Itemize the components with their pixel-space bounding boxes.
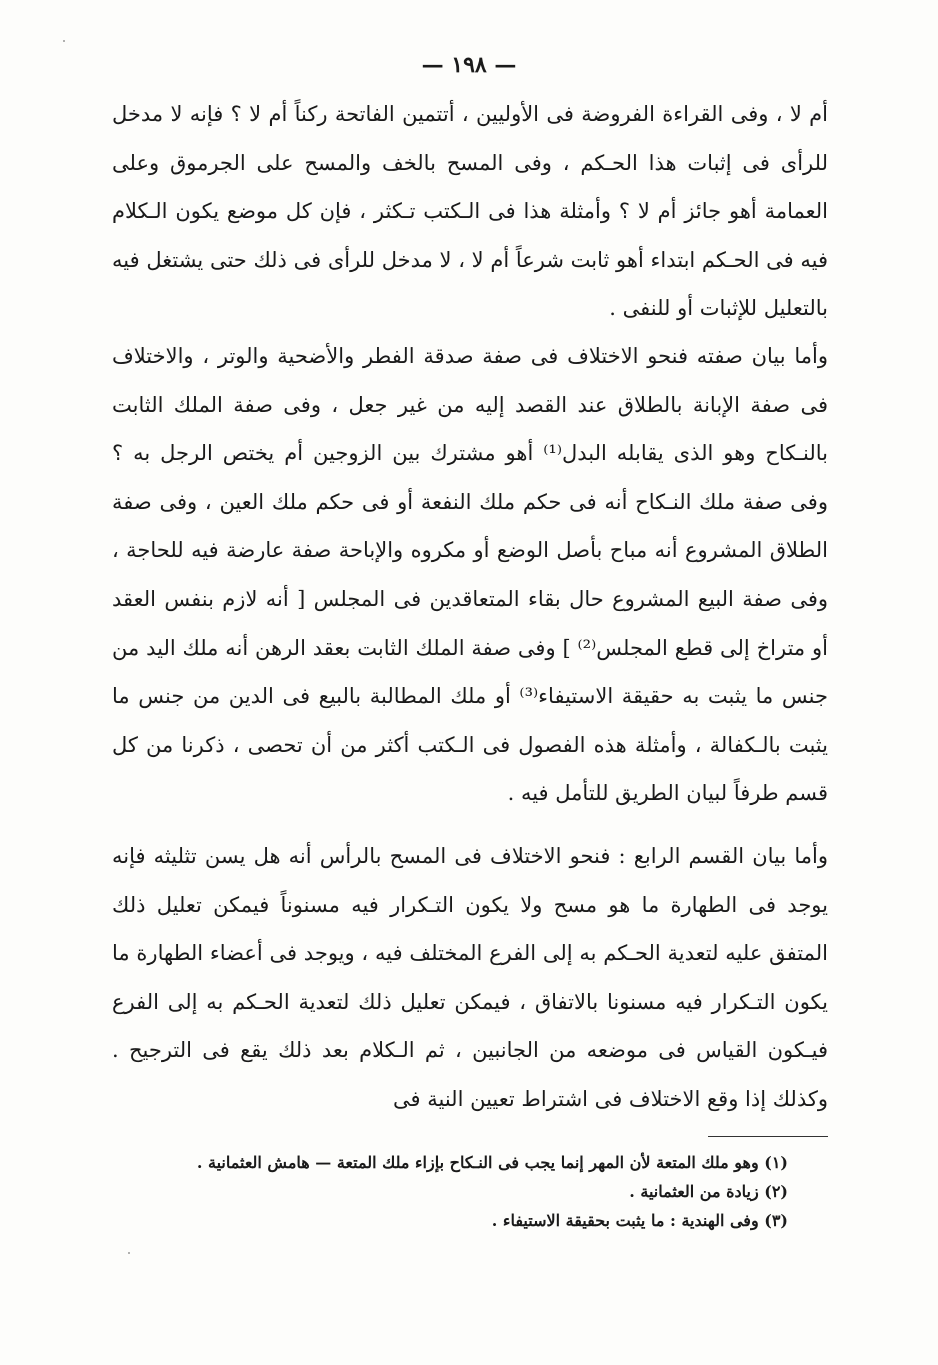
body-paragraph-1	[112, 90, 828, 333]
scan-speck	[63, 40, 65, 42]
footnotes	[112, 1148, 828, 1235]
paragraph-text: وأما بيان صفته فنحو الاختلاف فى صفة صدقة الفطر والأضحية والوتر ، والاختلاف فى صفة الإبانة بالطلاق عند القصد إليه من غير جعل ، وفى صفة الملك الثابت بالنـكاح وهو الذى يقابله البدل⁽¹⁾ أهو مشترك بين الزوجين أم يختص الرجل به ؟ وفى صفة ملك النـكاح أنه فى حكم ملك النفعة أو فى حكم ملك العين ، وفى صفة الطلاق المشروع أنه مباح بأصل الوضع أو مكروه والإباحة صفة عارضة فيه للحاجة ، وفى صفة البيع المشروع حال بقاء المتعاقدين فى المجلس [ أنه لازم بنفس العقد أو متراخ إلى قطع المجلس⁽²⁾ ] وفى صفة الملك الثابت بعقد الرهن أنه ملك اليد من جنس ما يثبت به حقيقة الاستيفاء⁽³⁾ أو ملك المطالبة بالبيع فى الدين من جنس ما يثبت بالـكفالة ، وأمثلة هذه الفصول فى الـكتب أكثر من أن تحصى ، ذكرنا من كل قسم طرفاً لبيان الطريق للتأمل فيه .	[112, 344, 828, 806]
footnote-3: (٣) وفى الهندية : ما يثبت بحقيقة الاستيفاء .	[491, 1211, 788, 1230]
footnote-2: (٢) زيادة من العثمانية .	[629, 1182, 788, 1201]
footnote-1: (١) وهو ملك المتعة لأن المهر إنما يجب فى النـكاح بإزاء ملك المتعة — هامش العثمانية .	[196, 1153, 788, 1172]
paragraph-text: أم لا ، وفى القراءة الفروضة فى الأوليين ، أتتمين الفاتحة ركناً أم لا ؟ فإنه لا مدخل للرأى فى إثبات هذا الحـكم ، وفى المسح بالخف والمسح على الجرموق وعلى العمامة أهو جائز أم لا ؟ وأمثلة هذا فى الـكتب تـكثر ، فإن كل موضع يكون الـكلام فيه فى الحـكم ابتداء أهو ثابت شرعاً أم لا ، لا مدخل للرأى فى ذلك حتى يشتغل فيه بالتعليل للإثبات أو للنفى .	[112, 102, 828, 321]
paragraph-text: وأما بيان القسم الرابع : فنحو الاختلاف فى المسح بالرأس أنه هل يسن تثليثه فإنه يوجد فى الطهارة ما هو مسح ولا يكون التـكرار فيه مسنوناً فيمكن تعليل ذلك المتفق عليه لتعدية الحـكم به إلى الفرع المختلف فيه ، ويوجد فى أعضاء الطهارة ما يكون التـكرار فيه مسنونا بالاتفاق ، فيمكن تعليل ذلك لتعدية الحـكم به إلى الفرع فيـكون القياس فى موضعه من الجانبين ، ثم الـكلام بعد ذلك يقع فى الترجيح . وكذلك إذا وقع الاختلاف فى اشتراط تعيين النية فى	[112, 844, 828, 1111]
scan-speck	[128, 1252, 130, 1254]
body-paragraph-3	[112, 832, 828, 1124]
page-number: — ١٩٨ —	[421, 52, 517, 78]
footnote-divider	[708, 1136, 828, 1137]
body-paragraph-2	[112, 332, 828, 818]
